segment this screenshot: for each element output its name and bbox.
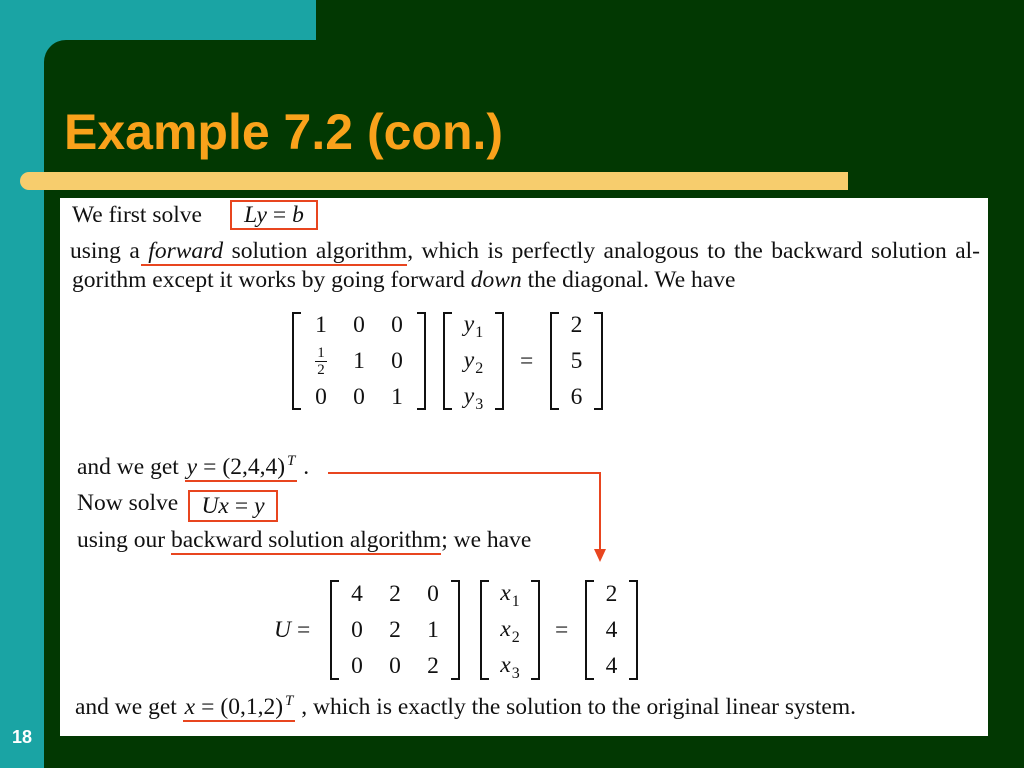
- equals-sign: =: [520, 348, 534, 374]
- vector-entry: 2: [570, 312, 583, 338]
- matrix-entry: 0: [353, 312, 365, 338]
- matrix-entry: 2: [427, 653, 439, 679]
- variable: x: [184, 694, 196, 720]
- text-run: and we get: [75, 694, 183, 720]
- matrix-entries: [338, 576, 452, 684]
- variable: y: [463, 346, 475, 373]
- title-accent-bar: [20, 172, 848, 190]
- subscript: 3: [475, 395, 484, 413]
- matrix-entry: 0: [391, 348, 403, 374]
- vector-entry: [500, 575, 519, 614]
- step2-lead: Now solve: [77, 490, 179, 516]
- subscript: 3: [511, 664, 520, 682]
- matrix-entry: 2: [389, 581, 401, 607]
- text-run: and we get: [77, 454, 185, 480]
- subscript: 1: [511, 592, 520, 610]
- matrix-U: [330, 580, 460, 680]
- variable: y: [463, 310, 475, 337]
- equation-rhs: b: [292, 202, 304, 228]
- variable: x: [500, 579, 511, 606]
- text-run: solution algorithm: [223, 238, 408, 264]
- paragraph-line-2: [72, 266, 735, 294]
- matrix-entry: 0: [427, 581, 439, 607]
- fraction-denominator: 2: [317, 361, 325, 378]
- emphasis-text: forward: [148, 238, 224, 264]
- matrix-entry: 0: [391, 312, 403, 338]
- matrix-entry: 0: [353, 384, 365, 410]
- matrix-entry: 0: [351, 653, 363, 679]
- text-run: gorithm except it works by going forward: [72, 267, 471, 293]
- vector-entry: 4: [605, 653, 618, 679]
- boxed-equation-ly-b: [230, 200, 318, 230]
- vector-entry: 2: [605, 581, 618, 607]
- underlined-solution-x: [183, 694, 296, 722]
- matrix-entry: 1: [353, 348, 365, 374]
- vector-entry: [464, 378, 483, 417]
- matrix-entry-fraction: [315, 346, 327, 377]
- vector-entry: [464, 342, 483, 381]
- subscript: 1: [475, 323, 484, 341]
- vector-b: [550, 312, 603, 410]
- matrix-entry: 1: [427, 617, 439, 643]
- emphasis-text: down: [470, 267, 522, 293]
- text-run: using our: [77, 527, 171, 553]
- boxed-equation-ux-y: [188, 490, 278, 522]
- vector-entry: [500, 611, 519, 650]
- equals-sign: =: [555, 617, 569, 643]
- right-bracket: [629, 580, 638, 680]
- equals-sign: =: [203, 454, 217, 480]
- slide-background-top: [316, 0, 1024, 60]
- vector-value: (2,4,4): [222, 454, 286, 480]
- result-line-x: [75, 693, 856, 724]
- vector-value: (0,1,2): [220, 694, 284, 720]
- text-run: using a: [70, 238, 149, 264]
- vector-entry: [464, 306, 483, 345]
- right-bracket: [417, 312, 426, 410]
- equation-lhs: Ux: [201, 493, 229, 519]
- variable: y: [186, 454, 198, 480]
- fraction-numerator: 1: [317, 344, 325, 361]
- equation-rhs: y: [254, 493, 265, 519]
- left-bracket: [292, 312, 301, 410]
- text-run: .: [297, 454, 310, 480]
- equals-sign: =: [296, 617, 311, 643]
- matrix-L: [292, 312, 426, 410]
- vector-entry: 4: [605, 617, 618, 643]
- variable: x: [500, 651, 511, 678]
- vector-y: [443, 310, 504, 413]
- equals-sign: =: [272, 202, 287, 228]
- matrix-entry: 1: [391, 384, 403, 410]
- matrix-name-U: U: [274, 617, 291, 643]
- text-run: ; we have: [441, 527, 532, 553]
- matrix-entry: 0: [315, 384, 327, 410]
- matrix-entry: 1: [315, 312, 327, 338]
- text-run: the diagonal. We have: [521, 267, 736, 293]
- matrix-entry: 2: [389, 617, 401, 643]
- vector-entry: 6: [570, 384, 583, 410]
- right-bracket: [451, 580, 460, 680]
- text-run: , which is perfectly analogous to the backward solution al-: [407, 238, 981, 264]
- subscript: 2: [475, 359, 484, 377]
- transpose-superscript: T: [287, 453, 296, 469]
- variable: y: [463, 382, 475, 409]
- step1-lead: We first solve: [72, 202, 202, 228]
- paragraph-line-1: [70, 237, 980, 265]
- underlined-forward-algorithm: [141, 238, 407, 266]
- page-number: 18: [11, 727, 33, 747]
- right-bracket: [594, 312, 603, 410]
- vector-y-values: [585, 580, 638, 680]
- equation-lhs: Ly: [244, 202, 267, 228]
- vector-entry: [500, 647, 519, 686]
- right-bracket: [495, 312, 504, 410]
- matrix-entry: 0: [351, 617, 363, 643]
- text-run: , which is exactly the solution to the original linear system.: [295, 694, 857, 720]
- underlined-backward-algorithm: backward solution algorithm: [171, 527, 442, 553]
- matrix-entry: 0: [389, 653, 401, 679]
- right-bracket: [531, 580, 540, 680]
- transpose-superscript: T: [285, 693, 294, 709]
- step2-line: [77, 526, 531, 554]
- result-line-y: [77, 453, 309, 484]
- matrix-entries: [302, 307, 416, 415]
- variable: x: [500, 615, 511, 642]
- matrix-entry: 4: [351, 581, 363, 607]
- slide-title: Example 7.2 (con.): [64, 104, 504, 160]
- equals-sign: =: [201, 694, 215, 720]
- subscript: 2: [511, 628, 520, 646]
- vector-x: [480, 580, 540, 680]
- underlined-solution-y: [185, 454, 298, 482]
- equals-sign: =: [234, 493, 249, 519]
- equation2-lhs: [274, 616, 316, 644]
- vector-entry: 5: [570, 348, 583, 374]
